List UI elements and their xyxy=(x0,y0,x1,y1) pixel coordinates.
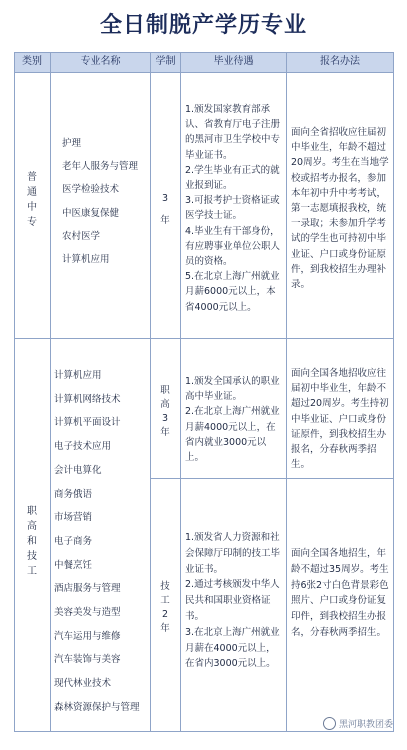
major-item: 汽车装饰与美容 xyxy=(54,654,121,666)
major-item: 会计电算化 xyxy=(54,464,102,476)
major-item: 市场营销 xyxy=(54,512,93,524)
majors-table xyxy=(14,52,394,732)
major-item: 计算机应用 xyxy=(62,254,110,266)
major-item: 美容美发与造型 xyxy=(54,607,121,619)
major-item: 森林资源保护与管理 xyxy=(54,701,140,713)
major-item: 老年人服务与管理 xyxy=(62,161,139,173)
watermark-text: 黑河职教团委 xyxy=(338,720,393,730)
major-item: 酒店服务与管理 xyxy=(54,583,121,595)
years-vocational-2: 技工2年 xyxy=(160,581,170,634)
major-item: 计算机网络技术 xyxy=(54,393,121,405)
major-item: 农村医学 xyxy=(62,230,101,242)
major-item: 护理 xyxy=(62,138,82,149)
benefits-vocational-1: 1.颁发全国承认的职业高中毕业证。 2.在北京上海广州就业月薪4000元以上，在省内就业3000元以上。 xyxy=(185,376,280,464)
watermark xyxy=(323,717,393,730)
years-vocational-1: 职高3年 xyxy=(160,385,170,438)
benefits-regular: 1.颁发国家教育部承认、省教育厅电子注册的黑河市卫生学校中专毕业证书。 2.学生毕业有正式的就业报到证。 3.可报考护士资格证或医学技士证。 4.毕业生有干部身份，有应聘事业单位公职人员的资格。 5.在北京上海广州就业月薪6000元以上，本省4000元以上。 xyxy=(185,104,281,313)
header-major: 专业名称 xyxy=(80,56,121,67)
benefits-vocational-2: 1.颁发省人力资源和社会保障厅印制的技工毕业证书。 2.通过考核颁发中华人民共和国职业资格证书。 3.在北京上海广州就业月薪在4000元以上，在省内3000元以上。 xyxy=(185,532,281,670)
major-item: 医学检验技术 xyxy=(62,184,120,196)
enroll-vocational-1: 面向全国各地招收应往届初中毕业生，年龄不超过20周岁。考生持初中毕业证、户口或身份证原件，到我校招生办报名，分春秋两季招生。 xyxy=(291,368,389,471)
enroll-vocational-2: 面向全国各地招生，年龄不超过35周岁。考生持6张2寸白色背景彩色照片、户口或身份证复印件，到我校招生办报名，分春秋两季招生。 xyxy=(291,548,389,638)
header-benefits: 毕业待遇 xyxy=(213,56,254,67)
major-item: 商务俄语 xyxy=(54,488,93,500)
header-years: 学制 xyxy=(155,56,176,67)
category-regular: 普通中专 xyxy=(27,172,37,228)
majors-list-vocational xyxy=(54,368,140,715)
category-vocational: 职高和技工 xyxy=(27,506,37,577)
major-item: 计算机平面设计 xyxy=(54,417,121,429)
major-item: 汽车运用与维修 xyxy=(54,630,121,642)
header-category: 类别 xyxy=(22,56,42,67)
page-title: 全日制脱产学历专业 xyxy=(99,13,307,38)
majors-list-regular xyxy=(62,136,138,267)
major-item: 电子技术应用 xyxy=(54,441,112,453)
major-item: 中医康复保健 xyxy=(62,207,120,219)
major-item: 中餐烹饪 xyxy=(54,559,93,571)
enroll-regular: 面向全省招收应往届初中毕业生，年龄不超过20周岁。考生在当地学校或招考办报名，参加本年初中升中考考试，第一志愿填报我校，统一录取；未参加升学考试的学生也可持初中毕业证、户口或身份证原件，到我校招生办理补录。 xyxy=(291,127,389,291)
major-item: 计算机应用 xyxy=(54,370,102,381)
major-item: 电子商务 xyxy=(54,535,93,547)
major-item: 现代林业技术 xyxy=(54,678,112,690)
years-regular: 3年 xyxy=(160,193,170,226)
header-enroll: 报名办法 xyxy=(320,56,360,67)
wechat-icon xyxy=(323,717,336,730)
